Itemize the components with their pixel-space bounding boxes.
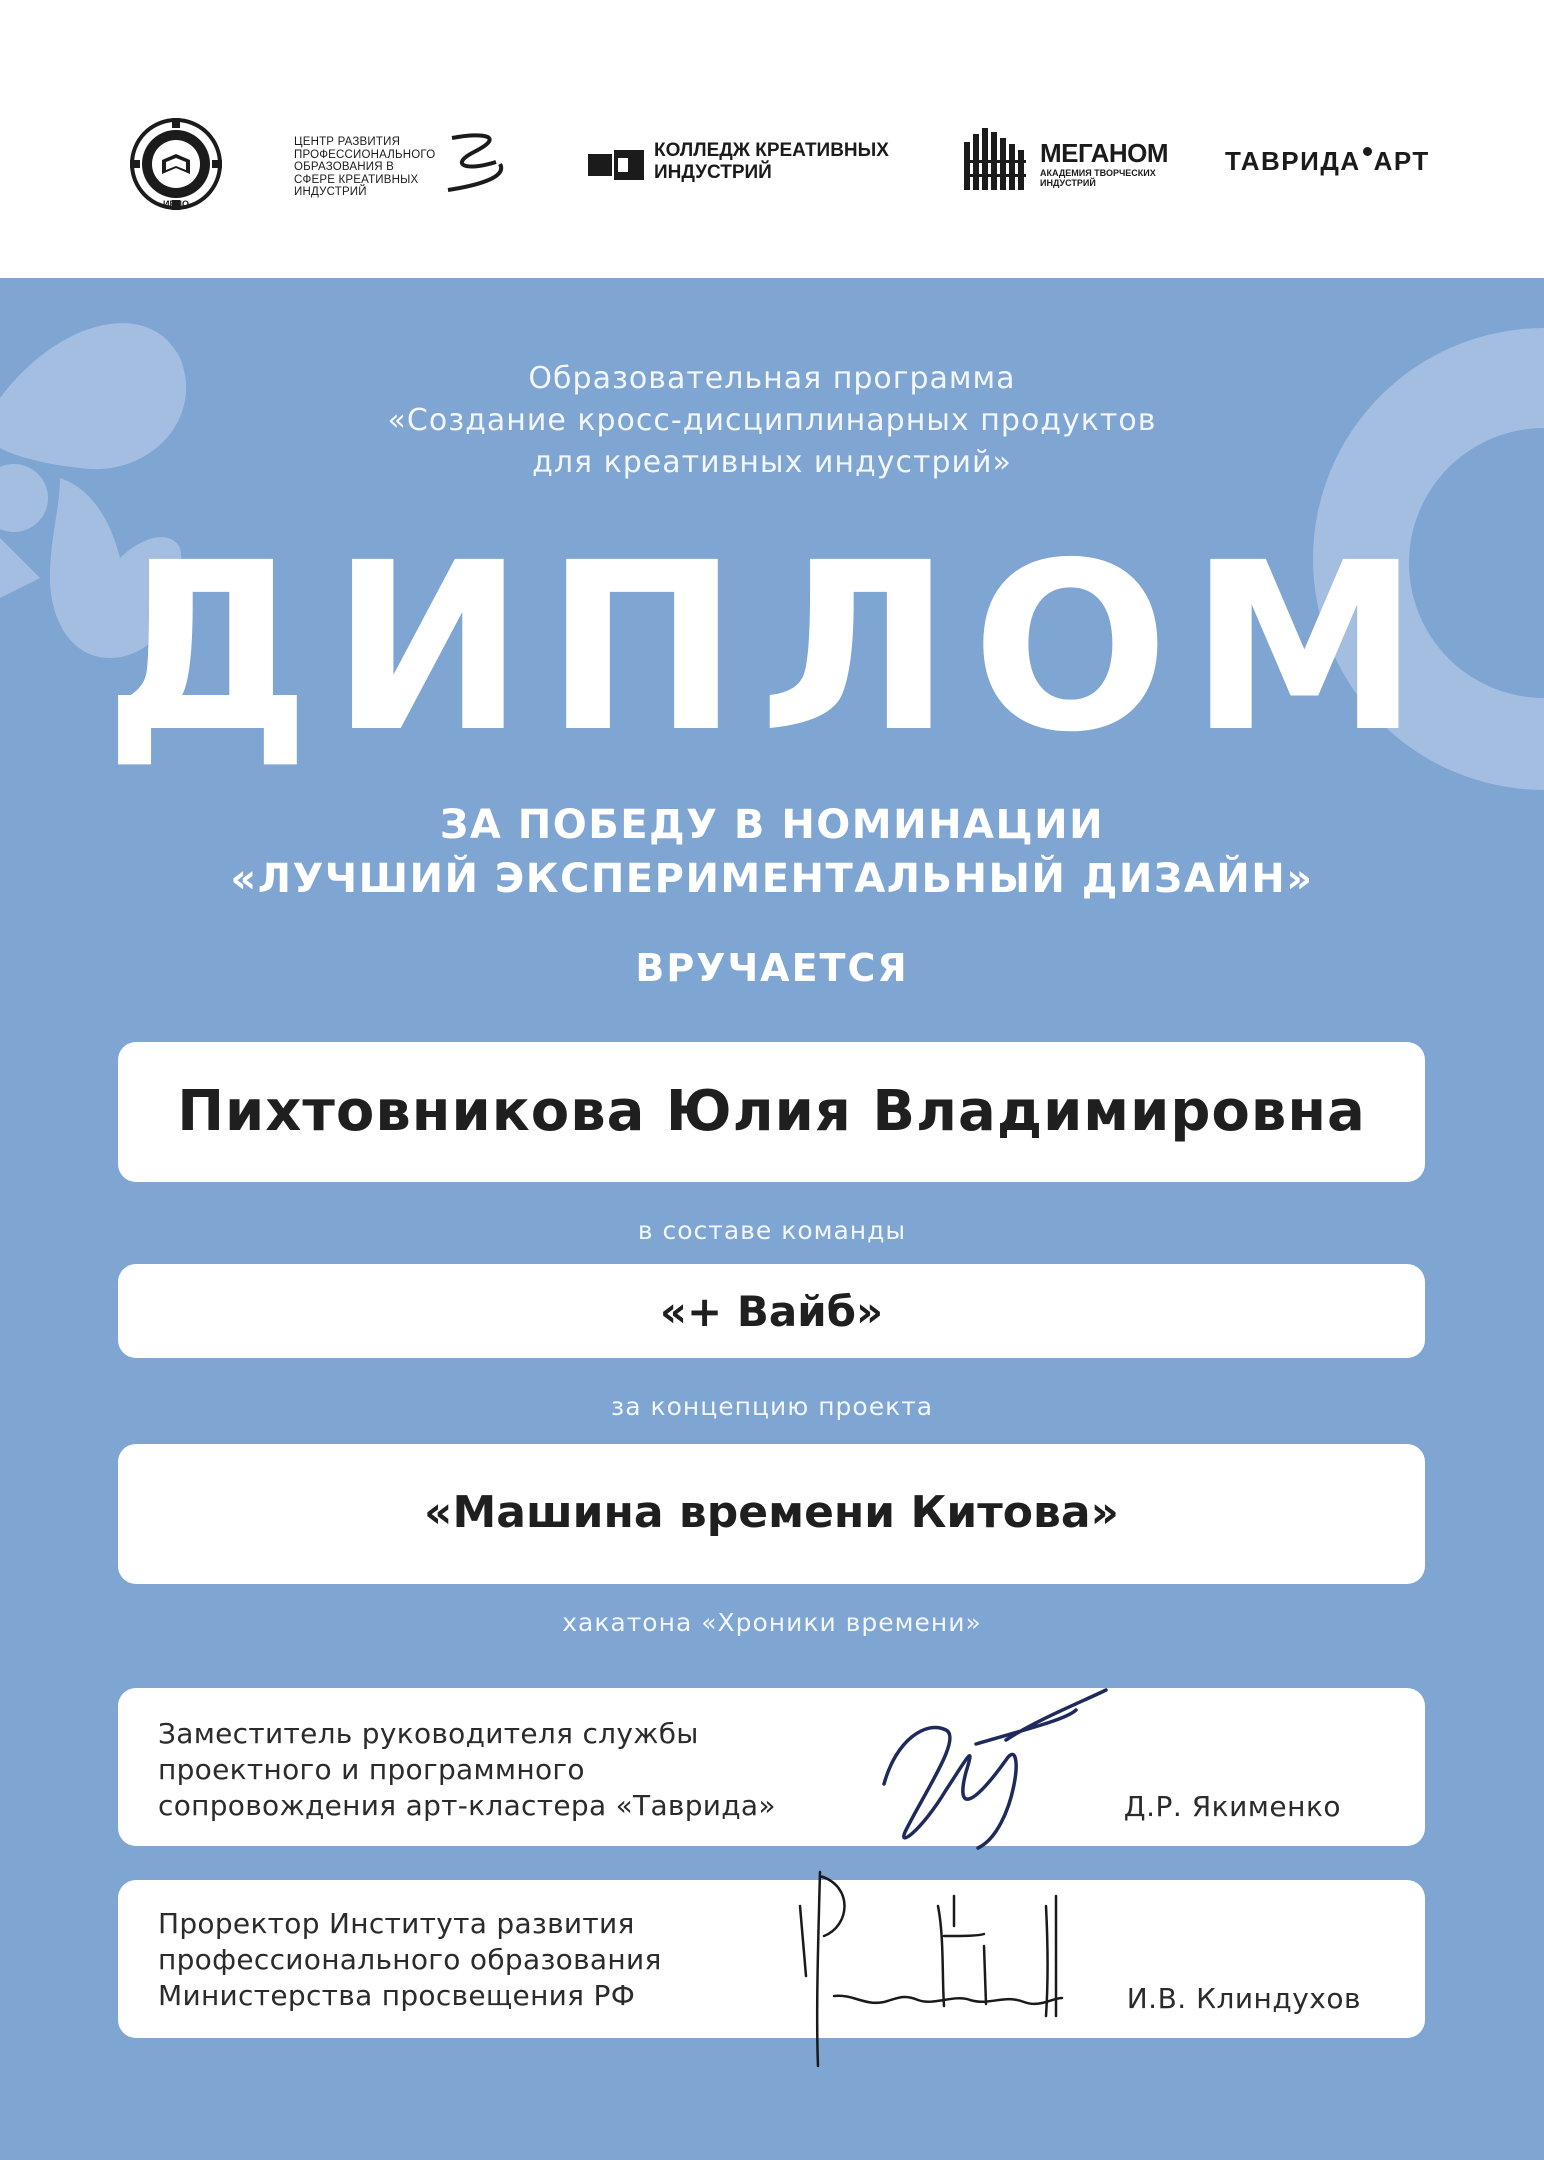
crpo-logo (294, 132, 514, 196)
signatory-1-name: Д.Р. Якименко (1123, 1790, 1341, 1823)
signatory-2-role-line-3: Министерства просвещения РФ (158, 1979, 636, 2012)
signatory-2-role (158, 1906, 662, 2014)
meganom-logo (964, 124, 1174, 194)
team-name: «+ Вайб» (659, 1287, 884, 1336)
signatory-card-2 (118, 1880, 1425, 2038)
meganom-logo-name: МЕГАНОМ (1040, 138, 1169, 168)
nrpo-logo (128, 116, 224, 212)
signatory-card-1 (118, 1688, 1425, 1846)
gear-emblem-icon (128, 116, 224, 212)
signatory-1-role-line-2: проектного и программного (158, 1753, 585, 1786)
awarded-label: ВРУЧАЕТСЯ (635, 946, 909, 990)
logo-header (0, 0, 1544, 278)
program-line-1: Образовательная программа (528, 361, 1016, 396)
crpo-logo-text: ЦЕНТР РАЗВИТИЯ ПРОФЕССИОНАЛЬНОГО ОБРАЗОВАНИЯ В СФЕРЕ КРЕАТИВНЫХ ИНДУСТРИЙ (294, 136, 436, 198)
meganom-building-icon (964, 124, 1032, 192)
signatory-2-role-line-1: Проректор Института развития (158, 1907, 635, 1940)
tavrida-logo-right: АРТ (1373, 146, 1430, 176)
diploma-body (0, 278, 1544, 2160)
program-line-3: для креативных индустрий» (532, 445, 1012, 480)
project-name: «Машина времени Китова» (424, 1487, 1119, 1538)
tavrida-dot-icon (1363, 147, 1372, 156)
hackathon-label: хакатона «Хроники времени» (562, 1608, 982, 1637)
program-title (0, 358, 1544, 484)
team-label: в составе команды (637, 1216, 907, 1245)
tavrida-logo-left: ТАВРИДА (1225, 146, 1361, 176)
signatory-1-role-line-3: сопровождения арт-кластера «Таврида» (158, 1789, 776, 1822)
team-card (118, 1264, 1425, 1358)
nomination-text (0, 798, 1544, 906)
college-logo (588, 140, 898, 190)
signatory-2-role-line-2: профессионального образования (158, 1943, 662, 1976)
signature-2-icon (794, 1866, 1154, 2078)
meganom-logo-subtitle: АКАДЕМИЯ ТВОРЧЕСКИХ ИНДУСТРИЙ (1040, 168, 1156, 188)
project-card (118, 1444, 1425, 1584)
recipient-card (118, 1042, 1425, 1182)
signatory-1-role (158, 1716, 776, 1824)
signatory-2-name: И.В. Клиндухов (1126, 1982, 1361, 2015)
project-label: за концепцию проекта (610, 1392, 934, 1421)
recipient-name: Пихтовникова Юлия Владимировна (177, 1079, 1366, 1144)
diploma-heading: ДИПЛОМ (104, 513, 1440, 783)
signatory-1-role-line-1: Заместитель руководителя службы (158, 1717, 699, 1750)
wave-s-icon (444, 132, 514, 194)
tavrida-art-logo (1225, 146, 1440, 182)
svg-text:ИРПО: ИРПО (163, 199, 189, 209)
nomination-line-2: «ЛУЧШИЙ ЭКСПЕРИМЕНТАЛЬНЫЙ ДИЗАЙН» (230, 856, 1314, 902)
program-line-2: «Создание кросс-дисциплинарных продуктов (387, 403, 1157, 438)
college-mark-icon (588, 150, 644, 180)
signature-1-icon (866, 1680, 1206, 1850)
nomination-line-1: ЗА ПОБЕДУ В НОМИНАЦИИ (439, 802, 1105, 848)
college-logo-text: КОЛЛЕДЖ КРЕАТИВНЫХ ИНДУСТРИЙ (654, 140, 889, 183)
